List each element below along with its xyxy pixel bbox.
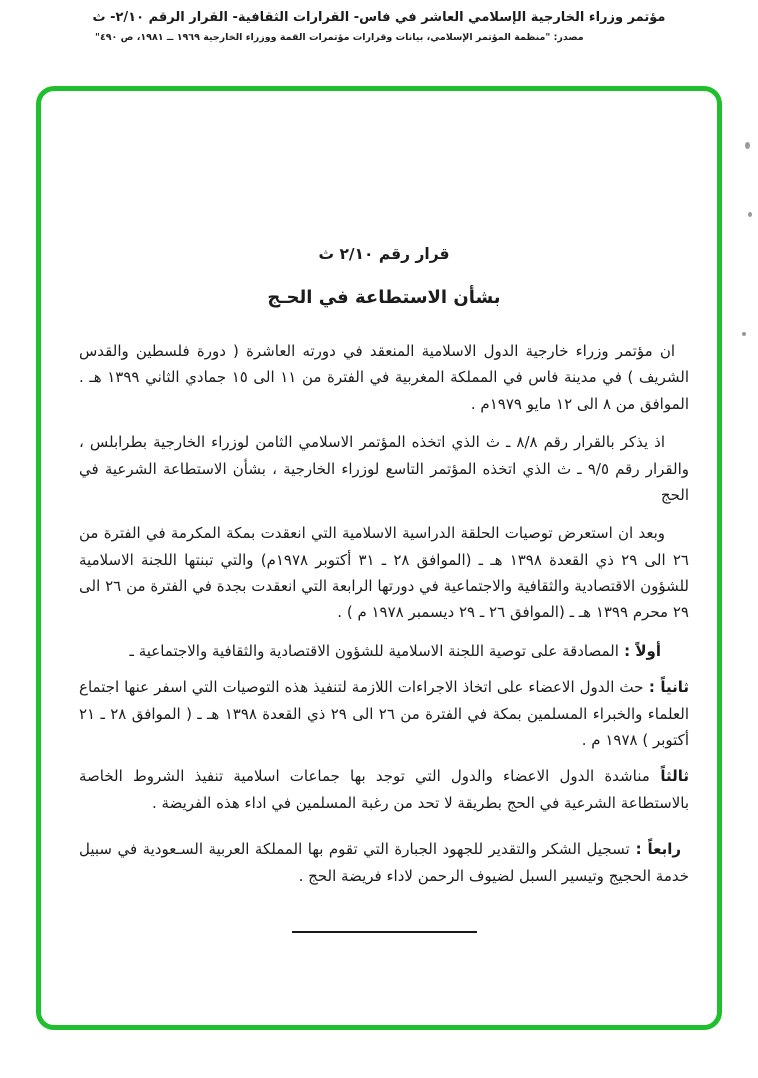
preamble-paragraph-3: وبعد ان استعرض توصيات الحلقة الدراسية الاسلامية التي انعقدت بمكة المكرمة في الفترة من ٢٦ الى ٢٩ ذي القعدة ١٣٩٨ هـ ـ (الموافق ٢٨ ـ ٣١ أكتوبر ١٩٧٨م) والتي تبنتها اللجنة الاسلامية للشؤون الاقتصادية والثقافية والاجتماعية في دورتها الرابعة التي انعقدت بجدة في الفترة من ٢٦ الى ٢٩ محرم ١٣٩٩ هـ ـ (الموافق ٢٦ ـ ٢٩ ديسمبر ١٩٧٨ م ) . xyxy=(79,524,689,622)
resolution-subject-title: بشأن الاستطاعة في الحـج xyxy=(267,287,501,309)
resolution-document xyxy=(41,91,717,933)
page-header xyxy=(0,0,758,43)
item-fourth-text: تسجيل الشكر والتقدير للجهود الجبارة التي تقوم بها المملكة العربية السـعودية في سبيل خدمة الحجيج وتيسير السبل لضيوف الرحمن لاداء فريضة الحج . xyxy=(79,840,689,885)
item-second-label: ثانياً : xyxy=(643,678,689,697)
item-fourth-label: رابعاً : xyxy=(629,840,682,859)
scan-artifact-speck xyxy=(742,332,746,336)
resolution-item-fourth xyxy=(79,836,689,889)
end-of-document-rule xyxy=(292,931,477,933)
green-document-frame xyxy=(36,86,722,1030)
item-third-label: ثالثاً xyxy=(649,767,689,786)
item-first-text: المصادقة على توصية اللجنة الاسلامية للشؤون الاقتصادية والثقافية والاجتماعية ـ xyxy=(129,641,619,660)
resolution-number-title: قرار رقم ٢/١٠ ث xyxy=(318,245,450,263)
item-first-label: أولاً : xyxy=(618,641,661,660)
item-second-text: حث الدول الاعضاء على اتخاذ الاجراءات اللازمة لتنفيذ هذه التوصيات التي اسفر عنها اجتماع العلماء والخبراء المسلمين بمكة في الفترة من ٢٦ الى ٢٩ ذي القعدة ١٣٩٨ هـ ـ ( الموافق ٢٨ ـ ٢١ أكتوبر ) ١٩٧٨ م . xyxy=(79,678,689,750)
page-header-source-line: مصدر: "منظمة المؤتمر الإسلامي، بيانات وقرارات مؤتمرات القمة ووزراء الخارجية ١٩٦٩ ــ ١٩٨١، ص ٤٩٠" xyxy=(95,32,584,43)
scan-artifact-speck xyxy=(748,212,752,217)
resolution-item-second xyxy=(79,674,689,753)
preamble-paragraph-1: ان مؤتمر وزراء خارجية الدول الاسلامية المنعقد في دورته العاشرة ( دورة فلسطين والقدس الشريف ) في مدينة فاس في المملكة المغربية في الفترة من ١١ الى ١٥ جمادي الثاني ١٣٩٩ هـ . الموافق من ٨ الى ١٢ مايو ١٩٧٩م . xyxy=(79,341,689,413)
resolution-item-first xyxy=(79,638,689,664)
item-third-text: مناشدة الدول الاعضاء والدول التي توجد بها جماعات اسلامية تنفيذ الشروط الخاصة بالاستطاعة الشرعية في الحج بطريقة لا تحد من رغبة المسلمين في اداء هذه الفريضة . xyxy=(79,767,689,812)
scan-artifact-speck xyxy=(745,142,750,149)
page-header-title: مؤتمر وزراء الخارجية الإسلامي العاشر في فاس- القرارات الثقافية- القرار الرقم ٢/١٠- ث xyxy=(92,10,666,25)
resolution-item-third xyxy=(79,763,689,816)
preamble-paragraph-2: اذ يذكر بالقرار رقم ٨/٨ ـ ث الذي اتخذه المؤتمر الاسلامي الثامن لوزراء الخارجية بطرابلس ، والقرار رقم ٩/٥ ـ ث الذي اتخذه المؤتمر التاسع لوزراء الخارجية ، بشأن الاستطاعة الشرعية في الحج xyxy=(79,433,689,504)
